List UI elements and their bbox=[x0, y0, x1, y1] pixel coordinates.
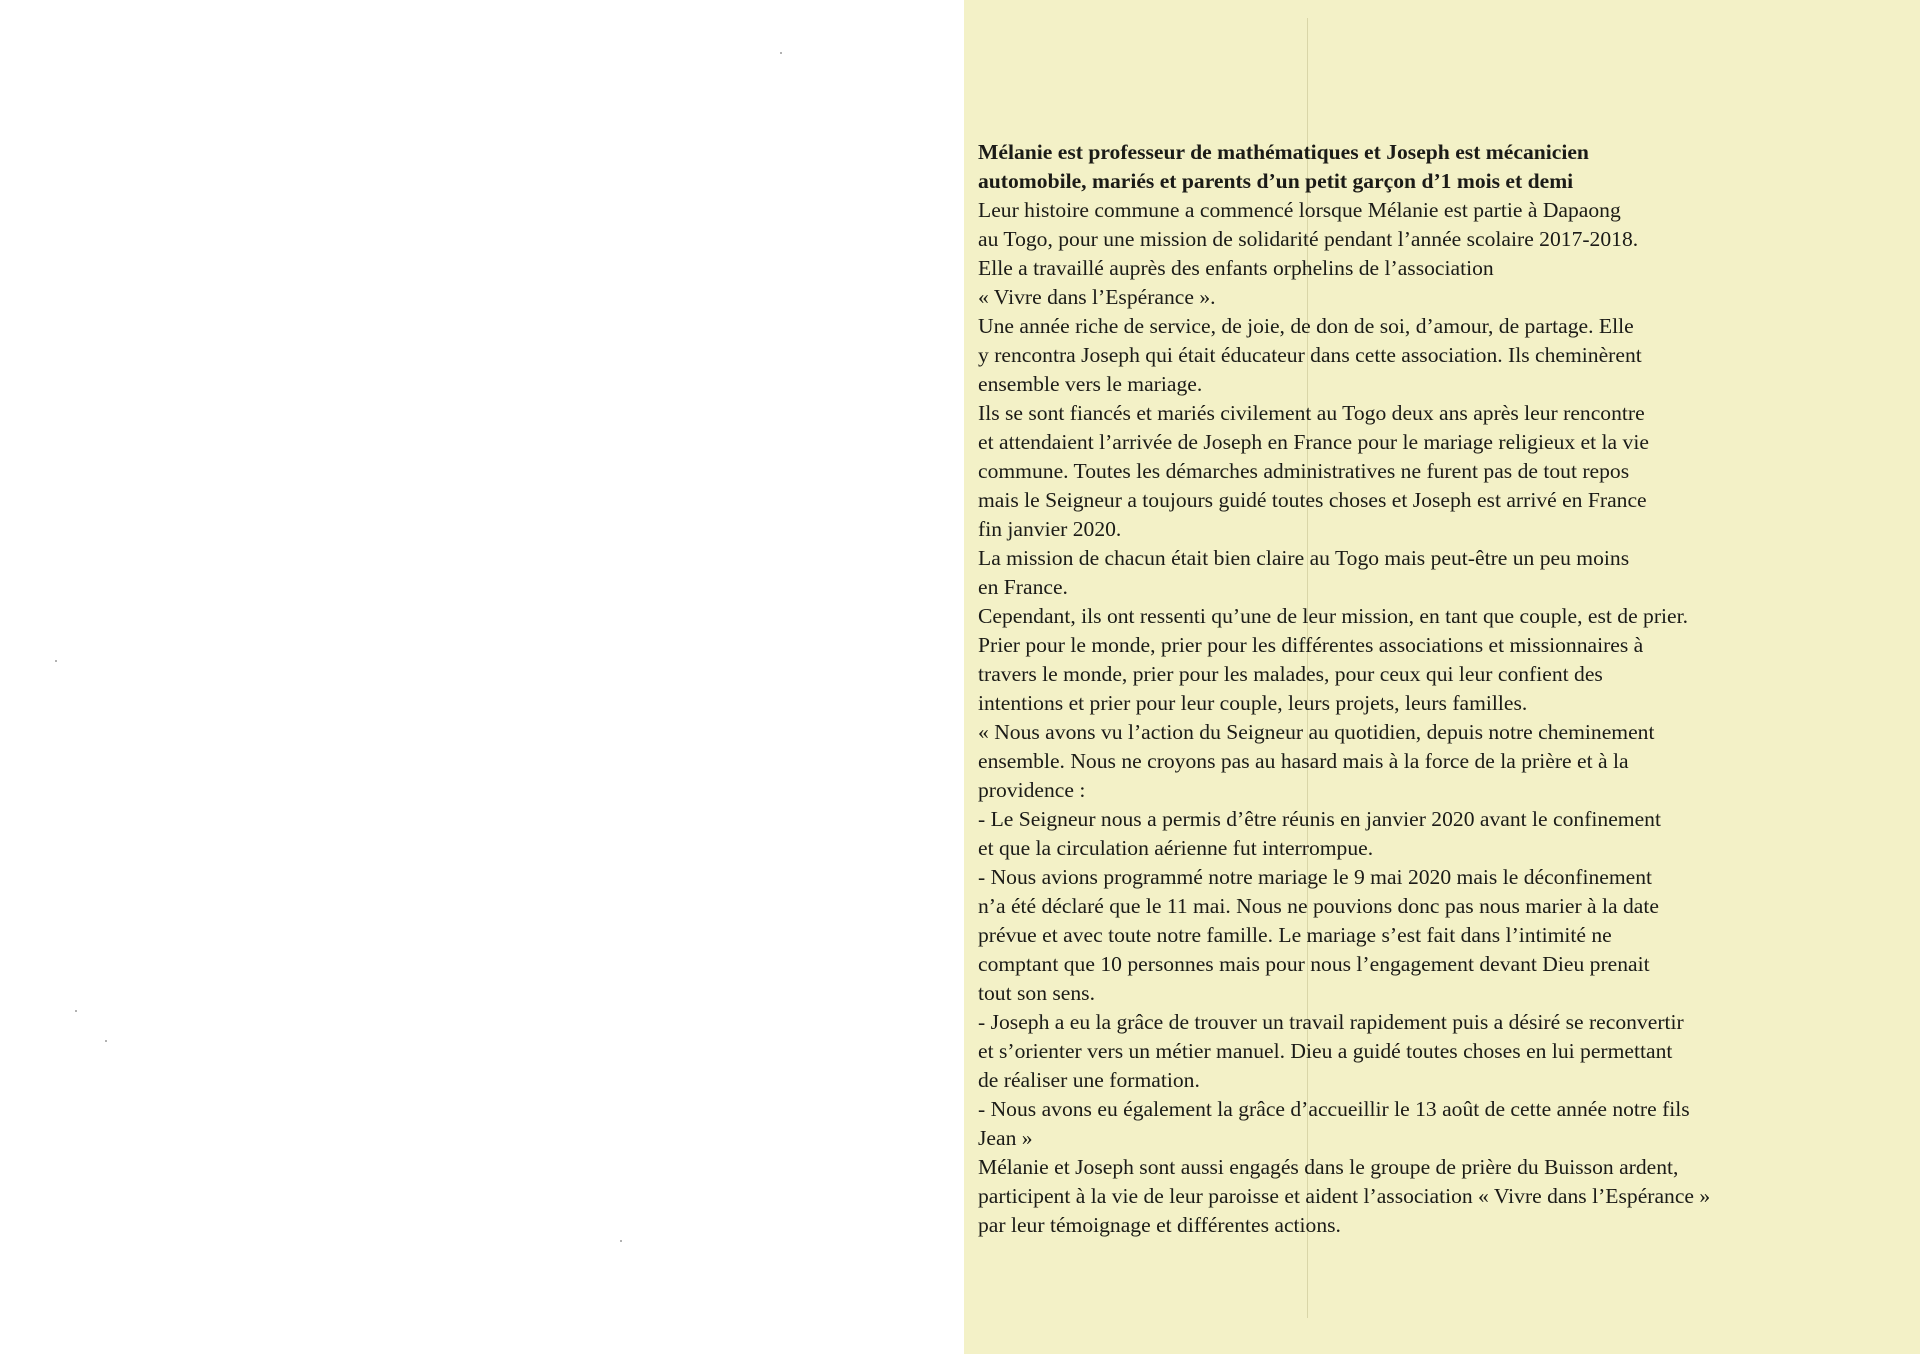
body-line: et attendaient l’arrivée de Joseph en France pour le mariage religieux et la vie bbox=[978, 430, 1649, 454]
body-line: tout son sens. bbox=[978, 981, 1095, 1005]
body-line: comptant que 10 personnes mais pour nous l’engagement devant Dieu prenait bbox=[978, 952, 1650, 976]
title-line: Mélanie est professeur de mathématiques et Joseph est mécanicien bbox=[978, 140, 1589, 164]
body-line: - Le Seigneur nous a permis d’être réunis en janvier 2020 avant le confinement bbox=[978, 807, 1661, 831]
body-line: Leur histoire commune a commencé lorsque Mélanie est partie à Dapaong bbox=[978, 198, 1621, 222]
body-line: - Joseph a eu la grâce de trouver un travail rapidement puis a désiré se reconvertir bbox=[978, 1010, 1684, 1034]
body-line: « Vivre dans l’Espérance ». bbox=[978, 285, 1216, 309]
body-line: Une année riche de service, de joie, de don de soi, d’amour, de partage. Elle bbox=[978, 314, 1634, 338]
body-line: ensemble. Nous ne croyons pas au hasard mais à la force de la prière et à la bbox=[978, 749, 1629, 773]
body-line: y rencontra Joseph qui était éducateur dans cette association. Ils cheminèrent bbox=[978, 343, 1642, 367]
body-line: ensemble vers le mariage. bbox=[978, 372, 1203, 396]
testimony-text bbox=[978, 138, 1883, 1240]
scan-speck bbox=[55, 660, 57, 662]
body-line: Cependant, ils ont ressenti qu’une de leur mission, en tant que couple, est de prier. bbox=[978, 604, 1689, 628]
body-line: Elle a travaillé auprès des enfants orphelins de l’association bbox=[978, 256, 1494, 280]
body-line: au Togo, pour une mission de solidarité pendant l’année scolaire 2017-2018. bbox=[978, 227, 1639, 251]
body-line: et s’orienter vers un métier manuel. Dieu a guidé toutes choses en lui permettant bbox=[978, 1039, 1673, 1063]
body-line: Ils se sont fiancés et mariés civilement au Togo deux ans après leur rencontre bbox=[978, 401, 1645, 425]
body-line: fin janvier 2020. bbox=[978, 517, 1122, 541]
scan-speck bbox=[620, 1240, 622, 1242]
body-line: Mélanie et Joseph sont aussi engagés dans le groupe de prière du Buisson ardent, bbox=[978, 1155, 1679, 1179]
scan-speck bbox=[75, 1010, 77, 1012]
title-line: automobile, mariés et parents d’un petit garçon d’1 mois et demi bbox=[978, 169, 1574, 193]
body-line: en France. bbox=[978, 575, 1068, 599]
body-line: n’a été déclaré que le 11 mai. Nous ne pouvions donc pas nous marier à la date bbox=[978, 894, 1659, 918]
body-line: intentions et prier pour leur couple, leurs projets, leurs familles. bbox=[978, 691, 1528, 715]
body-line: providence : bbox=[978, 778, 1086, 802]
scan-speck bbox=[105, 1040, 107, 1042]
body-line: commune. Toutes les démarches administratives ne furent pas de tout repos bbox=[978, 459, 1630, 483]
body-line: par leur témoignage et différentes actions. bbox=[978, 1213, 1341, 1237]
body-line: et que la circulation aérienne fut interrompue. bbox=[978, 836, 1374, 860]
body-line: travers le monde, prier pour les malades, pour ceux qui leur confient des bbox=[978, 662, 1603, 686]
body-line: mais le Seigneur a toujours guidé toutes choses et Joseph est arrivé en France bbox=[978, 488, 1647, 512]
body-line: participent à la vie de leur paroisse et aident l’association « Vivre dans l’Espérance » bbox=[978, 1184, 1711, 1208]
body-line: Prier pour le monde, prier pour les différentes associations et missionnaires à bbox=[978, 633, 1644, 657]
body-line: « Nous avons vu l’action du Seigneur au quotidien, depuis notre cheminement bbox=[978, 720, 1655, 744]
body-line: - Nous avons eu également la grâce d’accueillir le 13 août de cette année notre fils bbox=[978, 1097, 1690, 1121]
body-line: La mission de chacun était bien claire au Togo mais peut-être un peu moins bbox=[978, 546, 1630, 570]
body-line: - Nous avions programmé notre mariage le 9 mai 2020 mais le déconfinement bbox=[978, 865, 1653, 889]
body-line: Jean » bbox=[978, 1126, 1033, 1150]
scan-speck bbox=[780, 52, 782, 54]
body-line: de réaliser une formation. bbox=[978, 1068, 1200, 1092]
body-line: prévue et avec toute notre famille. Le mariage s’est fait dans l’intimité ne bbox=[978, 923, 1612, 947]
